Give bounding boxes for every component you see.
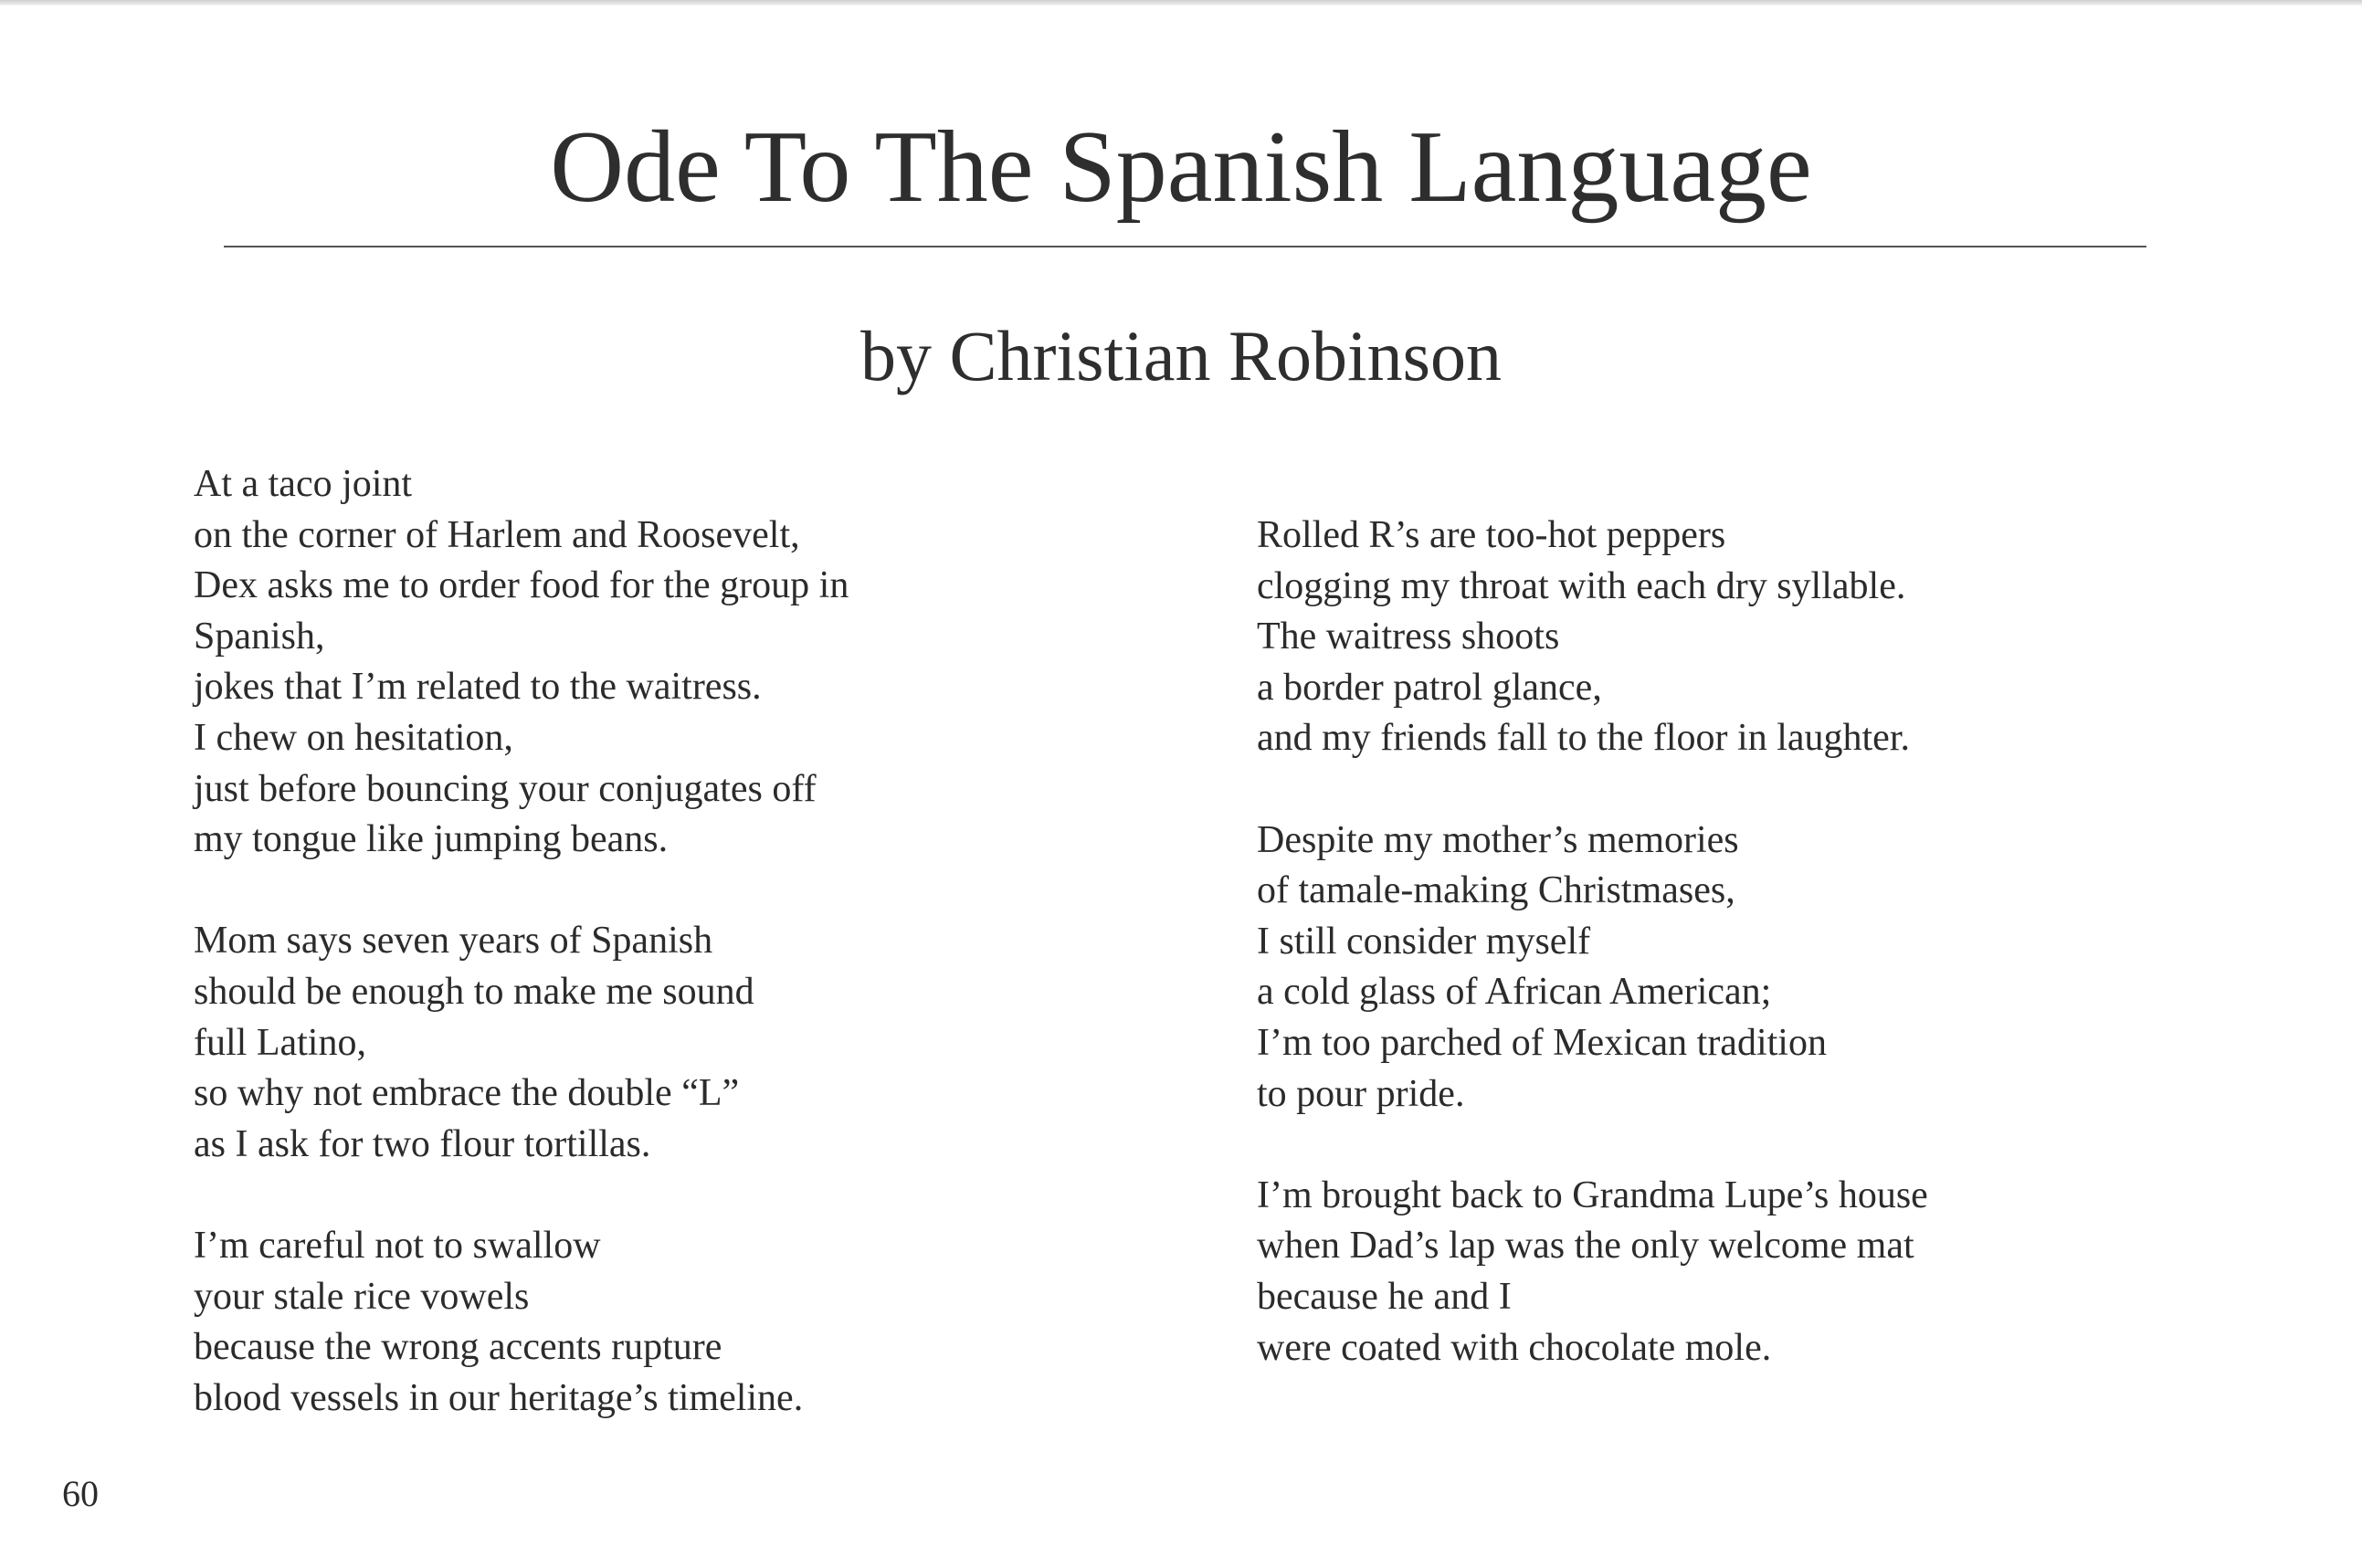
poem-line: should be enough to make me sound <box>194 970 754 1013</box>
poem-line: Dex asks me to order food for the group in <box>194 564 849 607</box>
stanza <box>194 1221 1016 1424</box>
poem-line: full Latino, <box>194 1021 366 1064</box>
poem-line: I’m too parched of Mexican tradition <box>1257 1021 1827 1064</box>
poem-column-right <box>1257 510 2079 1425</box>
poem-line: Spanish, <box>194 615 325 658</box>
stanza <box>1257 816 2079 1121</box>
poem-line: because he and I <box>1257 1275 1512 1318</box>
poem-line: Mom says seven years of Spanish <box>194 920 713 963</box>
poem-line: a border patrol glance, <box>1257 666 1602 709</box>
poem-line: to pour pride. <box>1257 1072 1465 1115</box>
poem-line: jokes that I’m related to the waitress. <box>194 666 762 709</box>
poem-line: Despite my mother’s memories <box>1257 818 1739 861</box>
poem-line: when Dad’s lap was the only welcome mat <box>1257 1225 1914 1268</box>
poem-line: as I ask for two flour tortillas. <box>194 1122 651 1165</box>
poem-line: and my friends fall to the floor in laughter. <box>1257 717 1910 760</box>
poem-line: your stale rice vowels <box>194 1275 530 1318</box>
poem-column-left <box>194 459 1016 1475</box>
poem-line: I chew on hesitation, <box>194 716 513 759</box>
poem-line: clogging my throat with each dry syllable. <box>1257 564 1906 607</box>
poem-line: because the wrong accents rupture <box>194 1326 722 1369</box>
scan-edge <box>0 0 2362 5</box>
stanza <box>1257 510 2079 764</box>
poem-line: so why not embrace the double “L” <box>194 1072 740 1115</box>
poem-line: I’m careful not to swallow <box>194 1224 601 1267</box>
poem-line: I still consider myself <box>1257 920 1591 963</box>
poem-line: of tamale-making Christmases, <box>1257 869 1735 912</box>
stanza <box>194 459 1016 866</box>
poem-line: were coated with chocolate mole. <box>1257 1326 1772 1369</box>
stanza <box>194 916 1016 1170</box>
poem-line: blood vessels in our heritage’s timeline. <box>194 1376 804 1419</box>
poem-byline: by Christian Robinson <box>859 316 1503 395</box>
poem-line: on the corner of Harlem and Roosevelt, <box>194 513 800 556</box>
poem-line: just before bouncing your conjugates off <box>194 767 817 810</box>
poem-title: Ode To The Spanish Language <box>550 110 1812 224</box>
poem-line: a cold glass of African American; <box>1257 971 1772 1014</box>
poem-line: At a taco joint <box>194 463 413 505</box>
stanza <box>1257 1171 2079 1373</box>
poem-line: I’m brought back to Grandma Lupe’s house <box>1257 1173 1928 1216</box>
poem-line: The waitress shoots <box>1257 616 1560 658</box>
title-divider <box>224 246 2146 247</box>
poem-line: Rolled R’s are too-hot peppers <box>1257 514 1726 556</box>
poem-line: my tongue like jumping beans. <box>194 818 669 861</box>
page-number: 60 <box>62 1473 99 1514</box>
